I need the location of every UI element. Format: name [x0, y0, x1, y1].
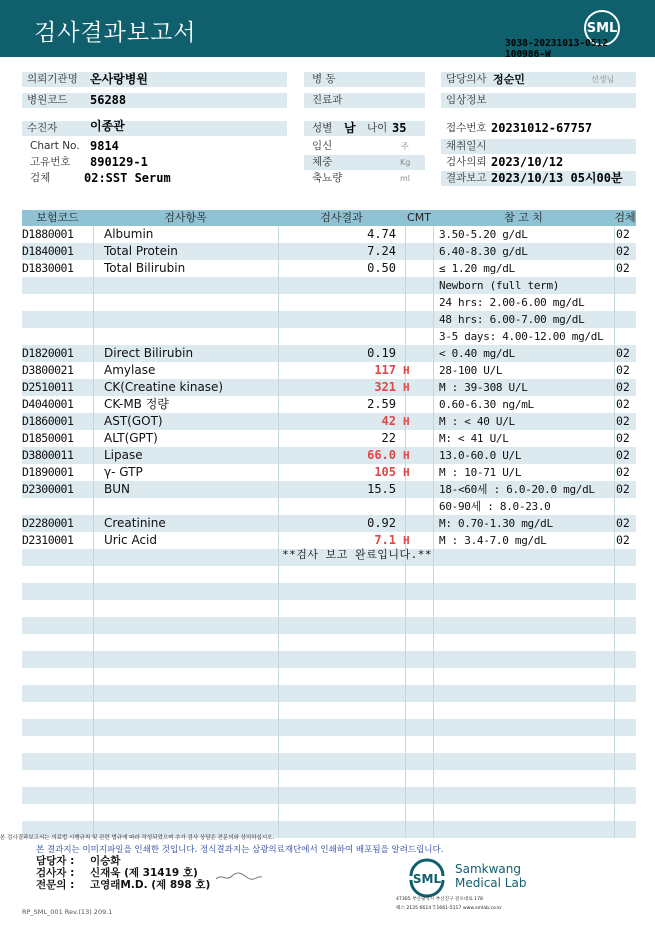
row-stripe	[22, 787, 636, 804]
age-value: 35	[392, 121, 407, 135]
cell-code: D3800021	[22, 363, 74, 377]
request-label: 검사의뢰	[446, 156, 487, 168]
cell-specimen: 02	[616, 465, 630, 479]
col-item: 검사항목	[164, 211, 207, 224]
row-stripe	[22, 651, 636, 668]
cell-result: 321	[374, 380, 396, 394]
cell-result: 0.19	[367, 346, 396, 360]
col-code: 보험코드	[36, 211, 79, 224]
hospital-code-label: 병원코드	[22, 93, 82, 108]
table-row	[22, 294, 636, 311]
table-row	[22, 379, 636, 396]
row-stripe	[22, 719, 636, 736]
cell-item: BUN	[104, 482, 130, 496]
cell-reference: 24 hrs: 2.00-6.00 mg/dL	[439, 296, 585, 309]
table-row	[22, 498, 636, 515]
cell-reference: 28-100 U/L	[439, 364, 503, 377]
cell-specimen: 02	[616, 397, 630, 411]
cell-specimen: 02	[616, 363, 630, 377]
cell-code: D1890001	[22, 465, 74, 479]
cell-item: AST(GOT)	[104, 414, 163, 428]
table-row	[22, 328, 636, 345]
table-row	[22, 243, 636, 260]
cell-specimen: 02	[616, 448, 630, 462]
reception-label: 접수번호	[446, 122, 487, 134]
pregnancy-unit: 주	[401, 142, 409, 151]
manager-label: 담당자 :	[36, 855, 75, 867]
lab-contact: 팩스 2135 6614 T.1661-5117 www.smlab.co.kr	[396, 906, 502, 911]
cell-code: D1850001	[22, 431, 74, 445]
specimen-value: 02:SST Serum	[84, 171, 171, 185]
cell-specimen: 02	[616, 346, 630, 360]
hospital-code-value: 56288	[90, 93, 127, 107]
cell-specimen: 02	[616, 380, 630, 394]
report-value: 2023/10/13 05시00분	[491, 171, 623, 185]
reception-value: 20231012-67757	[491, 121, 593, 135]
lab-address: 47305 부산광역시 부산진구 전포대로 178	[396, 897, 483, 902]
institution-label: 의뢰기관명	[22, 72, 82, 87]
row-stripe	[22, 583, 636, 600]
cell-flag: H	[403, 449, 410, 462]
specialist-value: 고영래M.D. (제 898 호)	[90, 879, 211, 891]
cell-item: Creatinine	[104, 516, 166, 530]
urine-label: 축뇨량	[312, 172, 343, 184]
table-row	[22, 260, 636, 277]
signature-image	[214, 870, 264, 884]
cell-code: D3800011	[22, 448, 74, 462]
cell-item: Direct Bilirubin	[104, 346, 194, 360]
weight-unit: Kg	[400, 158, 411, 167]
cell-reference: 18-<60세 : 6.0-20.0 mg/dL	[439, 483, 595, 496]
cell-reference: 60-90세 : 8.0-23.0	[439, 500, 551, 513]
cell-code: D2510011	[22, 380, 74, 394]
cell-specimen: 02	[616, 227, 630, 241]
doctor-value: 정순민	[493, 73, 525, 86]
cell-reference: 0.60-6.30 ng/mL	[439, 398, 534, 411]
cell-reference: Newborn (full term)	[439, 279, 560, 292]
cell-reference: M : 10-71 U/L	[439, 466, 522, 479]
age-label: 나이	[367, 122, 388, 134]
cell-result: 7.24	[367, 244, 396, 258]
id-label: 고유번호	[30, 156, 71, 168]
chart-value: 9814	[90, 139, 119, 153]
clinical-label: 임상정보	[446, 94, 487, 106]
cell-reference: 3.50-5.20 g/dL	[439, 228, 528, 241]
cell-reference: 6.40-8.30 g/dL	[439, 245, 528, 258]
sex-label: 성별	[304, 121, 425, 136]
cell-result: 4.74	[367, 227, 396, 241]
table-row	[22, 464, 636, 481]
request-value: 2023/10/12	[491, 155, 564, 169]
cell-flag: H	[403, 534, 410, 547]
cell-flag: H	[403, 415, 410, 428]
row-stripe	[22, 617, 636, 634]
report-complete-text: **검사 보고 완료입니다.**	[282, 548, 432, 561]
version-text: RP_SML_001 Rev.(13) 209.1	[22, 908, 113, 916]
table-row	[22, 481, 636, 498]
table-row	[22, 277, 636, 294]
fine-print: 본 검사결과보고서는 의료법 시행규칙 및 관련 법규에 따라 작성되었으며 추가 검사 상담은 전문의와 상의하십시오.	[0, 835, 275, 841]
cell-item: CK(Creatine kinase)	[104, 380, 224, 394]
row-stripe	[22, 685, 636, 702]
chart-label: Chart No.	[30, 140, 80, 152]
cell-result: 22	[381, 431, 396, 445]
cell-specimen: 02	[616, 516, 630, 530]
cell-code: D1860001	[22, 414, 74, 428]
table-row	[22, 362, 636, 379]
report-id: 3038-20231013-0512 100986-W	[505, 38, 608, 60]
cell-code: D1880001	[22, 227, 74, 241]
cell-result: 7.1	[374, 533, 396, 547]
cell-item: Total Protein	[104, 244, 178, 258]
table-row	[22, 226, 636, 243]
cell-item: γ- GTP	[104, 465, 143, 479]
cell-specimen: 02	[616, 414, 630, 428]
table-header	[22, 210, 636, 226]
table-row	[22, 396, 636, 413]
cell-result: 42	[381, 414, 396, 428]
urine-unit: ml	[400, 174, 411, 183]
cell-code: D2280001	[22, 516, 74, 530]
cell-reference: M : 3.4-7.0 mg/dL	[439, 534, 547, 547]
examiner-value: 신재욱 (제 31419 호)	[90, 867, 198, 879]
cell-code: D2310001	[22, 533, 74, 547]
specialist-label: 전문의 :	[36, 879, 75, 891]
table-row	[22, 515, 636, 532]
cell-specimen: 02	[616, 431, 630, 445]
cell-reference: M: 0.70-1.30 mg/dL	[439, 517, 553, 530]
samkwang-logo-text: SML	[412, 872, 442, 886]
table-row	[22, 311, 636, 328]
cell-code: D1820001	[22, 346, 74, 360]
patient-label: 수진자	[22, 121, 82, 136]
table-row	[22, 447, 636, 464]
cell-flag: H	[403, 364, 410, 377]
examiner-label: 검사자 :	[36, 867, 75, 879]
cell-code: D1830001	[22, 261, 74, 275]
sex-value: 남	[344, 121, 356, 135]
cell-result: 2.59	[367, 397, 396, 411]
ward-label: 병 동	[304, 72, 425, 87]
col-spec: 검체	[614, 211, 636, 224]
cell-reference: < 0.40 mg/dL	[439, 347, 515, 360]
cell-flag: H	[403, 466, 410, 479]
sml-logo: SML	[584, 10, 620, 46]
cell-result: 105	[374, 465, 396, 479]
cell-item: Total Bilirubin	[104, 261, 186, 275]
cell-reference: M: < 41 U/L	[439, 432, 509, 445]
report-label: 결과보고	[446, 172, 487, 184]
table-row	[22, 345, 636, 362]
cell-specimen: 02	[616, 261, 630, 275]
cell-reference: 13.0-60.0 U/L	[439, 449, 522, 462]
department-label: 진료과	[304, 93, 425, 108]
doctor-label: 담당의사	[446, 73, 487, 85]
cell-result: 0.92	[367, 516, 396, 530]
table-row	[22, 413, 636, 430]
pregnancy-label: 임신	[312, 140, 333, 152]
cell-reference: M : 39-308 U/L	[439, 381, 528, 394]
col-result: 검사결과	[320, 211, 363, 224]
cell-result: 66.0	[367, 448, 396, 462]
cell-item: Lipase	[104, 448, 143, 462]
samkwang-logo-icon	[405, 854, 449, 898]
cell-reference: M : < 40 U/L	[439, 415, 515, 428]
col-cmt: CMT	[407, 211, 431, 224]
cell-specimen: 02	[616, 482, 630, 496]
manager-value: 이승화	[90, 855, 121, 867]
cell-reference: 48 hrs: 6.00-7.00 mg/dL	[439, 313, 585, 326]
lab-name: Samkwang Medical Lab	[455, 862, 527, 890]
cell-code: D2300001	[22, 482, 74, 496]
specimen-label: 검체	[30, 172, 51, 184]
table-row	[22, 430, 636, 447]
patient-value: 이종관	[90, 119, 125, 133]
cell-item: Amylase	[104, 363, 156, 377]
cell-item: CK-MB 정량	[104, 397, 169, 411]
row-stripe	[22, 753, 636, 770]
cell-specimen: 02	[616, 533, 630, 547]
cell-item: Uric Acid	[104, 533, 158, 547]
doctor-suffix: 선생님	[591, 75, 615, 84]
notice-text: 본 결과지는 이미지파일을 인쇄한 것입니다. 정식결과지는 삼광의료재단에서 인쇄하여 배포됨을 알려드립니다.	[36, 845, 444, 855]
id-value: 890129-1	[90, 155, 148, 169]
collection-label: 채취일시	[446, 140, 487, 152]
weight-label: 체중	[312, 156, 333, 168]
col-ref: 참 고 치	[504, 211, 543, 224]
cell-result: 0.50	[367, 261, 396, 275]
cell-code: D4040001	[22, 397, 74, 411]
cell-reference: 3-5 days: 4.00-12.00 mg/dL	[439, 330, 604, 343]
institution-value: 온사랑병원	[90, 72, 148, 86]
cell-result: 117	[374, 363, 396, 377]
page-title: 검사결과보고서	[34, 20, 197, 46]
cell-item: ALT(GPT)	[104, 431, 158, 445]
cell-flag: H	[403, 381, 410, 394]
cell-code: D1840001	[22, 244, 74, 258]
cell-result: 15.5	[367, 482, 396, 496]
cell-reference: ≤ 1.20 mg/dL	[439, 262, 515, 275]
cell-specimen: 02	[616, 244, 630, 258]
cell-item: Albumin	[104, 227, 154, 241]
